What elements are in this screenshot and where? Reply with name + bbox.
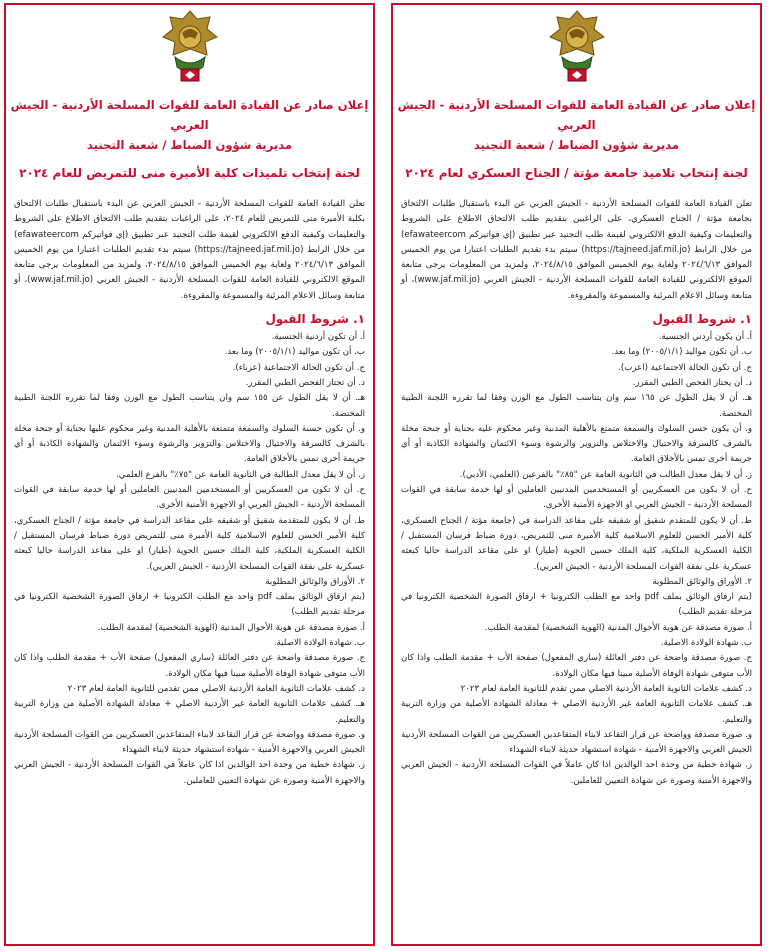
intro-paragraph: تعلن القيادة العامة للقوات المسلحة الأردنية - الجيش العربي عن البدء باستقبال طلبات الالتحاق بجامعة مؤتة / الجناح العسكري، على الراغبين بتقديم طلب الالتحاق الاطلاع على الشروط والتعليمات وكيفية الدفع الالكتروني لقيمة طلب التجنيد عبر تطبيق (إي فواتيركم efawateercom) من خلال الرابط (https://tajneed.jaf.mil.jo) سيتم بدء تقديم الطلبات اعتبارا من يوم الخميس الموافق ٢٠٢٤/٦/١٣ ولغاية يوم الخميس الموافق ٢٠٢٤/٨/١٥، ولمزيد من المعلومات يرجى متابعة الموقع الالكتروني للقيادة العامة للقوات المسلحة الأردنية - الجيش العربي (www.jaf.mil.jo)، أو متابعة وسائل الاعلام المرئية والمسموعة والمقروءة.	[401, 199, 753, 301]
list-item: ح. أن لا يكون من العسكريين أو المستخدمين المدنيين العاملين أو لها خدمة سابقة في القوات المسلحة الأردنية - الجيش العربي او الاجهزة الأمنية الأخرى.	[401, 485, 752, 511]
list-item: و. صورة مصدقة وواضحة عن قرار التقاعد لابناء المتقاعدين العسكريين من القوات المسلحة الأردنية الجيش العربي والاجهزة الأمنية - شهادة استشهاد حديثة لابناء الشهداء	[401, 729, 752, 756]
committee-heading: لجنة إنتخاب تلاميذ جامعة مؤتة / الجناح العسكري لعام ٢٠٢٤	[405, 166, 748, 180]
list-item: ب. شهادة الولادة الاصلية.	[273, 638, 365, 649]
list-item: ط. أن لا يكون للمتقدمة شقيق أو شقيقه على مقاعد الدراسة في جامعة مؤتة / الجناح العسكري، كلية الأمير الحسن للعلوم الاسلامية كلية الأميرة منى للتمريض دورة ضباط فرسان المستقبل / الكلية العسكرية الملكية، كلية الملك حسين الجوية (طيار) او على مقاعد الدراسة حاليا كبعثه عسكرية على نفقة القوات المسلحة الأردنية - الجيش العربي).	[14, 515, 365, 572]
list-item: ٢. الأوراق والوثائق المطلوبة	[652, 576, 752, 587]
list-item: ز. أن لا يقل معدل الطالب في الثانوية العامة عن "٨٥٪" بالفرعين (العلمي، الأدبي).	[459, 469, 752, 480]
list-item: د. أن تجتاز الفحص الطبي المقرر.	[245, 377, 365, 388]
list-item: هـ. أن لا يقل الطول عن ١٥٥ سم وان يتناسب الطول مع الوزن وفقا لما تقرره اللجنة الطبية المختصة.	[14, 393, 365, 419]
conditions-list	[393, 330, 760, 789]
announcement-muta-university	[391, 3, 762, 946]
list-item: أ. أن تكون أردنية الجنسية.	[271, 332, 365, 343]
list-item: هـ. أن لا يقل الطول عن ١٦٥ سم وان يتناسب الطول مع الوزن وفقا لما تقرره اللجنة الطبية المختصة.	[401, 393, 752, 419]
list-item: هـ. كشف علامات الثانوية العامة غير الأردنية الاصلي + معادلة الشهادة الأصلية من وزارة التربية والتعليم.	[14, 699, 365, 725]
crest-container	[6, 5, 373, 93]
list-item: أ. أن يكون أردني الجنسية.	[658, 332, 752, 343]
list-item: ج. أن تكون الحالة الاجتماعية (عزباء).	[232, 362, 365, 373]
list-item: ب. شهادة الولادة الاصلية.	[660, 638, 752, 649]
announcement-heading: إعلان صادر عن القيادة العامة للقوات المسلحة الأردنية - الجيش العربي	[397, 98, 756, 132]
conditions-list	[6, 330, 373, 789]
list-item: أ. صورة مصدقة عن هوية الأحوال المدنية (الهوية الشخصية) لمقدمة الطلب.	[484, 622, 752, 633]
list-item: أ. صورة مصدقة عن هوية الأحوال المدنية (الهوية الشخصية) لمقدمة الطلب.	[97, 622, 365, 633]
section-title: ١. شروط القبول	[652, 312, 752, 327]
announcement-heading: إعلان صادر عن القيادة العامة للقوات المسلحة الأردنية - الجيش العربي	[10, 98, 369, 132]
list-item: ج. أن تكون الحالة الاجتماعية (اعزب).	[618, 362, 752, 373]
list-item: (يتم ارفاق الوثائق بملف pdf واحد مع الطلب الكترونيا + ارفاق الصورة الشخصية الكترونيا في مرحلة تقديم الطلب)	[14, 592, 365, 618]
list-item: ز. أن لا يقل معدل الطالبة في الثانوية العامة عن "٧٥٪" بالفرع العلمي.	[116, 469, 365, 480]
list-item: د. كشف علامات الثانوية العامة الأردنية الاصلي ممن تقدمن للثانوية العامة لعام ٢٠٢٣	[67, 683, 365, 694]
list-item: ٢. الأوراق والوثائق المطلوبة	[265, 576, 365, 587]
list-item: و. صورة مصدقة وواضحة عن قرار التقاعد لابناء المتقاعدين العسكريين من القوات المسلحة الأردنية الجيش العربي والاجهزة الأمنية - شهادة استشهاد حديثة لابناء الشهداء	[14, 729, 365, 756]
list-item: ح. أن لا تكون من العسكريين أو المستخدمين المدنيين العاملين أو لها خدمة سابقة في القوات المسلحة الأردنية - الجيش العربي او الاجهزة الأمنية الأخرى.	[14, 485, 365, 511]
list-item: ط. أن لا يكون للمتقدم شقيق أو شقيقه على مقاعد الدراسة في (جامعة مؤتة / الجناح العسكري، كلية الأمير الحسن للعلوم الاسلامية كلية الأميرة منى للتمريض، دورة ضباط فرسان المستقبل / الكلية العسكرية الملكية، كلية الملك حسين الجوية (طيار) او على مقاعد الدراسة حاليا كبعثه عسكرية على نفقة القوات المسلحة الأردنية - الجيش العربي).	[401, 515, 752, 572]
list-item: ج. صورة مصدقة واضحة عن دفتر العائلة (ساري المفعول) صفحة الأب + مقدمة الطلب واذا كان الأب متوفى شهادة الوفاة الأصلية مبينا فيها مكان الولادة.	[401, 653, 752, 679]
list-item: ب. أن تكون مواليد (٢٠٠٥/١/١) وما بعد.	[224, 347, 365, 358]
crest-container	[393, 5, 760, 93]
list-item: ج. صورة مصدقة واضحة عن دفتر العائلة (ساري المفعول) صفحة الأب + مقدمة الطلب واذا كان الأب متوفى شهادة الوفاة الأصلية مبينا فيها مكان الولادة.	[14, 653, 365, 679]
intro-paragraph: تعلن القيادة العامة للقوات المسلحة الأردنية - الجيش العربي عن البدء باستقبال طلبات الالتحاق بكلية الأميرة منى للتمريض للعام ٢٠٢٤، على الراغبات بتقديم طلب الالتحاق الاطلاع على الشروط والتعليمات وكيفية الدفع الالكتروني لقيمة طلب التجنيد عبر تطبيق (إي فواتيركم efawateercom) من خلال الرابط (https://tajneed.jaf.mil.jo) سيتم بدء تقديم الطلبات اعتبارا من يوم الخميس الموافق ٢٠٢٤/٦/١٣ ولغاية يوم الخميس الموافق ٢٠٢٤/٨/١٥، ولمزيد من المعلومات يرجى متابعة الموقع الالكتروني للقيادة العامة للقوات المسلحة الأردنية - الجيش العربي (www.jaf.mil.jo)، أو متابعة وسائل الاعلام المرئية والمسموعة والمقروءة.	[14, 199, 366, 301]
list-item: ز. شهادة خطية من وحدة احد الوالدين اذا كان عاملاً في القوات المسلحة الأردنية - الجيش العربي والاجهزة الأمنية وصورة عن شهادة التعيين للعاملين.	[401, 760, 752, 786]
directorate-heading: مديرية شؤون الضباط / شعبة التجنيد	[86, 138, 293, 152]
list-item: د. أن يجتاز الفحص الطبي المقرر.	[632, 377, 752, 388]
list-item: ب. أن تكون مواليد (٢٠٠٥/١/١) وما بعد.	[611, 347, 752, 358]
list-item: و. أن يكون حسن السلوك والسمعة متمتع بالأهلية المدنية وغير محكوم عليه بجناية أو جنحة مخلة بالشرف كالسرقة والاحتيال والاختلاس والتزوير والرشوة وسوء الائتمان والشهادة الكاذبة أو أي جريمة أخرى تمس بالأخلاق العامة.	[401, 423, 752, 465]
list-item: د. كشف علامات الثانوية العامة الأردنية الاصلي ممن تقدم للثانوية العامة لعام ٢٠٢٣	[460, 683, 752, 694]
list-item: ز. شهادة خطية من وحدة احد الوالدين اذا كان عاملاً في القوات المسلحة الأردنية - الجيش العربي والاجهزة الأمنية وصورة عن شهادة التعيين للعاملين.	[14, 760, 365, 786]
committee-heading: لجنة إنتخاب تلميذات كلية الأميرة منى للتمريض للعام ٢٠٢٤	[19, 166, 360, 180]
jordan-army-crest-icon	[542, 9, 612, 87]
list-item: (يتم ارفاق الوثائق بملف pdf واحد مع الطلب الكترونيا + ارفاق الصورة الشخصية الكترونيا في مرحلة تقديم الطلب)	[401, 592, 752, 618]
list-item: و. أن تكون حسنة السلوك والسمعة متمتعة بالأهلية المدنية وغير محكوم عليها بجناية أو جنحة مخلة بالشرف كالسرقة والاحتيال والاختلاس والتزوير والرشوة وسوء الائتمان والشهادة الكاذبة أو أي جريمة أخرى تمس بالأخلاق العامة.	[14, 423, 365, 465]
jordan-army-crest-icon	[155, 9, 225, 87]
list-item: هـ. كشف علامات الثانوية العامة غير الأردنية الاصلي + معادلة الشهادة الأصلية من وزارة التربية والتعليم.	[401, 699, 752, 725]
section-title: ١. شروط القبول	[265, 312, 365, 327]
directorate-heading: مديرية شؤون الضباط / شعبة التجنيد	[473, 138, 680, 152]
announcement-princess-muna-college	[4, 3, 375, 946]
